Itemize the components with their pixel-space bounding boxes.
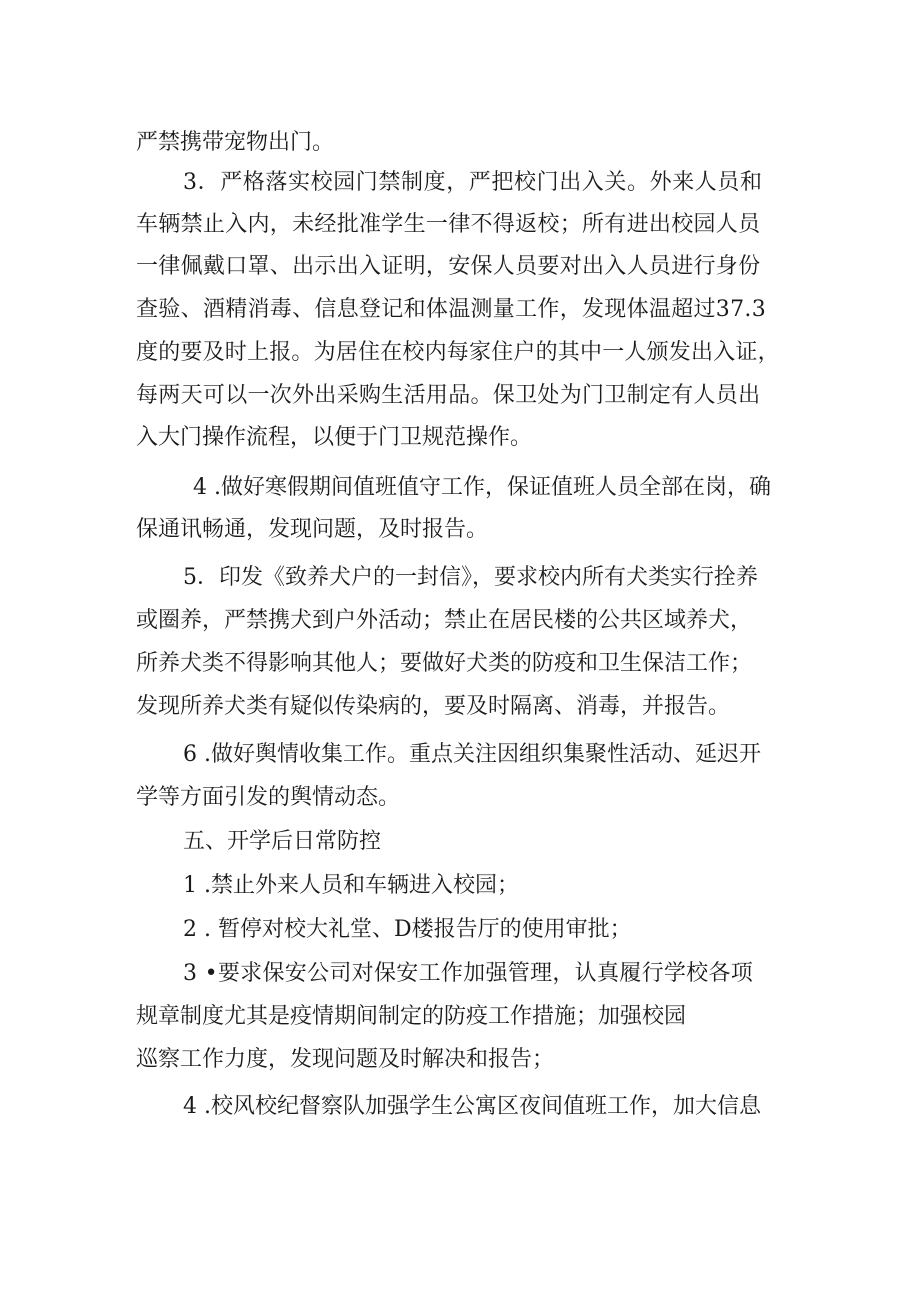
text-line bbox=[0, 290, 920, 330]
line-text: 3 •要求保安公司对保安工作加强管理，认真履行学校各项 bbox=[183, 961, 754, 986]
text-line bbox=[0, 418, 920, 458]
line-text: 所养犬类不得影响其他人；要做好犬类的防疫和卫生保洁工作； bbox=[136, 651, 753, 676]
line-text: 巡察工作力度，发现问题及时解决和报告； bbox=[136, 1047, 555, 1072]
text-line bbox=[0, 601, 920, 641]
line-text: 一律佩戴口罩、出示出入证明，安保人员要对出入人员进行身份 bbox=[136, 254, 761, 279]
line-text: 5．印发《致养犬户的一封信》，要求校内所有犬类实行拴养 bbox=[183, 565, 758, 590]
text-line bbox=[0, 163, 920, 203]
section-heading bbox=[0, 822, 920, 862]
line-text: 入大门操作流程，以便于门卫规范操作。 bbox=[136, 425, 533, 450]
text-line bbox=[0, 644, 920, 684]
line-text: 度的要及时上报。为居住在校内每家住户的其中一人颁发出入证， bbox=[136, 340, 780, 365]
line-text: 查验、酒精消毒、信息登记和体温测量工作，发现体温超过37.3 bbox=[136, 297, 766, 322]
line-text: 保通讯畅通，发现问题，及时报告。 bbox=[136, 517, 489, 542]
line-text: 6 .做好舆情收集工作。重点关注因组织集聚性活动、延迟开 bbox=[183, 742, 761, 767]
text-line bbox=[0, 866, 920, 906]
line-text: 严禁携带宠物出门。 bbox=[136, 130, 335, 155]
line-text: 4 .校风校纪督察队加强学生公寓区夜间值班工作，加大信息 bbox=[183, 1094, 761, 1119]
text-line bbox=[0, 205, 920, 245]
line-text: 3．严格落实校园门禁制度，严把校门出入关。外来人员和 bbox=[183, 170, 763, 195]
text-line bbox=[0, 778, 920, 818]
line-text: 车辆禁止入内，未经批准学生一律不得返校；所有进出校园人员 bbox=[136, 212, 761, 237]
text-line bbox=[0, 333, 920, 373]
text-line bbox=[0, 954, 920, 994]
line-text: 每两天可以一次外出采购生活用品。保卫处为门卫制定有人员出 bbox=[136, 383, 761, 408]
text-line bbox=[0, 1087, 920, 1127]
heading-text: 五、开学后日常防控 bbox=[183, 829, 382, 854]
text-line bbox=[0, 376, 920, 416]
text-line bbox=[0, 1040, 920, 1080]
line-text: 学等方面引发的舆情动态。 bbox=[136, 785, 401, 810]
text-line bbox=[0, 735, 920, 775]
line-text: 发现所养犬类有疑似传染病的，要及时隔离、消毒，并报告。 bbox=[136, 694, 731, 719]
text-line bbox=[0, 123, 920, 163]
line-text: 规章制度尤其是疫情期间制定的防疫工作措施；加强校园 bbox=[136, 1004, 687, 1029]
text-line bbox=[0, 247, 920, 287]
text-line bbox=[0, 997, 920, 1037]
text-line bbox=[0, 910, 920, 950]
line-text: 或圈养，严禁携犬到户外活动；禁止在居民楼的公共区域养犬， bbox=[136, 608, 753, 633]
text-line bbox=[0, 468, 920, 508]
line-text: 4 .做好寒假期间值班值守工作，保证值班人员全部在岗，确 bbox=[193, 475, 771, 500]
text-line bbox=[0, 558, 920, 598]
line-text: 1 .禁止外来人员和车辆进入校园； bbox=[183, 873, 519, 898]
text-line bbox=[0, 510, 920, 550]
line-text: 2 . 暂停对校大礼堂、D楼报告厅的使用审批； bbox=[183, 917, 632, 942]
text-line bbox=[0, 687, 920, 727]
